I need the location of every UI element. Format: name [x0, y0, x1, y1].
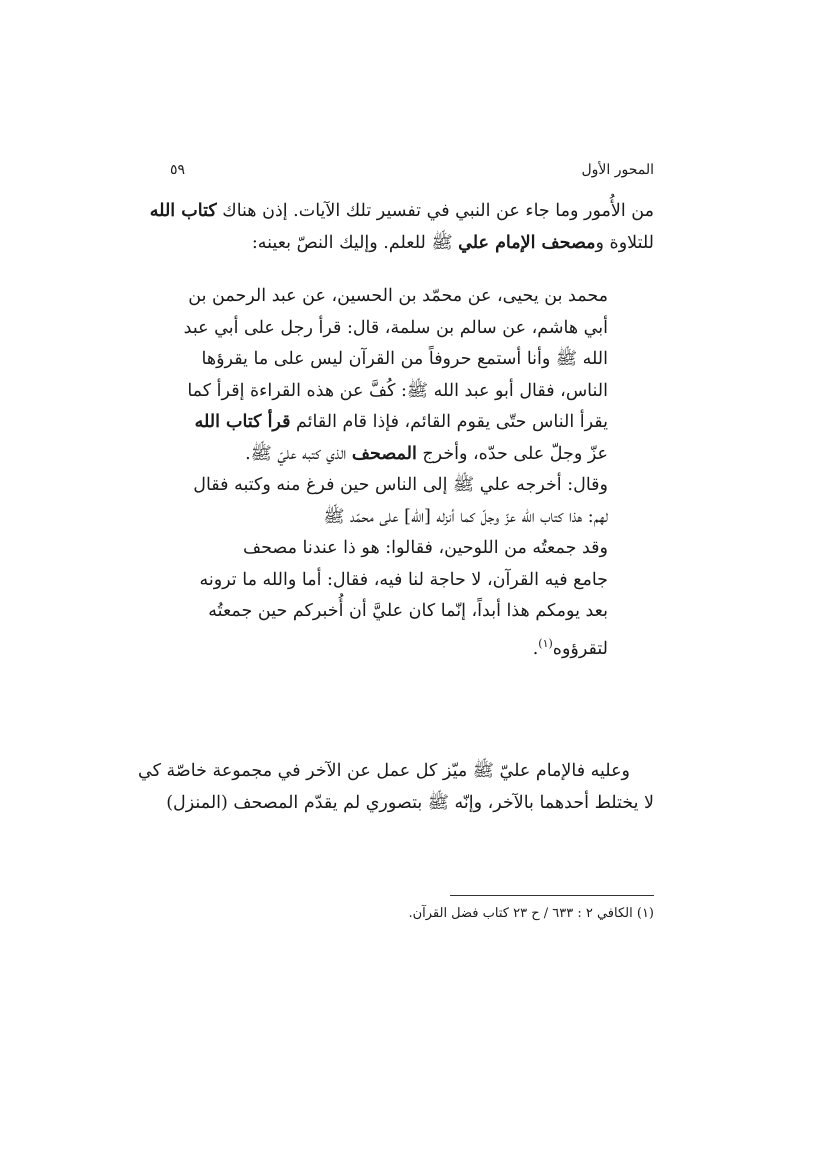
quote-line-12-end: . — [532, 638, 539, 659]
quote-line-12 — [168, 628, 608, 665]
footnote-text: (١) الكافي ٢ : ٦٣٣ / ح ٢٣ كتاب فضل القرآن. — [408, 906, 654, 921]
footnote-reference[interactable]: (١) — [538, 636, 553, 650]
closing-paragraph — [138, 756, 654, 819]
quote-line-5 — [168, 407, 608, 439]
quote-line-7: وقال: أخرجه علي ﷺ إلى الناس حين فرغ منه وكتبه فقال — [193, 475, 608, 495]
mushaf-ali-bold: مصحف الإمام علي — [458, 232, 596, 253]
intro-line-2-start: للتلاوة و — [595, 232, 654, 253]
intro-paragraph — [149, 196, 654, 259]
intro-line-2 — [168, 228, 654, 260]
running-header — [170, 162, 654, 178]
chapter-title: المحور الأول — [581, 162, 654, 178]
quote-line-6-start: عزّ وجلّ على حدّه، وأخرج — [422, 443, 608, 464]
after-line-1: وعليه فالإمام عليّ ﷺ ميّز كل عمل عن الآخر في مجموعة خاصّة كي — [138, 761, 630, 781]
quote-line-6 — [168, 439, 608, 471]
kitab-allah-bold: كتاب الله — [149, 201, 217, 221]
quote-line-10: جامع فيه القرآن، لا حاجة لنا فيه، فقال: أما والله ما ترونه — [199, 569, 608, 590]
qara-kitab-allah-bold: قرأ كتاب الله — [194, 412, 291, 432]
quote-line-4: الناس، فقال أبو عبد الله ﷺ: كُفَّ عن هذه القراءة إقرأ كما — [187, 380, 608, 401]
quoted-narration — [168, 281, 608, 665]
quote-line-9: وقد جمعتُه من اللوحين، فقالوا: هو ذا عندنا مصحف — [242, 538, 608, 558]
after-line-2: لا يختلط أحدهما بالآخر، وإنّه ﷺ بتصوري لم يقدّم المصحف (المنزل) — [166, 792, 654, 813]
intro-line-1 — [149, 196, 654, 228]
quote-line-12-text: لتقرؤوه — [552, 638, 608, 659]
al-mushaf-bold: المصحف — [351, 443, 417, 464]
footnote-divider — [450, 895, 654, 896]
quote-line-5-text: يقرأ الناس حتّى يقوم القائم، فإذا قام القائم — [296, 412, 608, 432]
intro-line-2-end: ﷺ للعلم. وإليك النصّ بعينه: — [251, 232, 453, 253]
quote-line-3: الله ﷺ وأنا أستمع حروفاً من القرآن ليس على ما يقرؤها — [201, 349, 608, 369]
quote-line-6-end: الذي كتبه عليّ ﷺ. — [245, 443, 347, 464]
intro-line-1-text: من الأُمور وما جاء عن النبي في تفسير تلك الآيات. إذن هناك — [222, 201, 654, 221]
quote-line-2: أبي هاشم، عن سالم بن سلمة، قال: قرأ رجل على أبي عبد — [183, 317, 608, 338]
quote-line-1: محمد بن يحيى، عن محمّد بن الحسين، عن عبد الرحمن بن — [188, 286, 608, 306]
quote-line-8: لهم: هذا كتاب الله عزّ وجلّ كما أنزله [الله] على محمّد ﷺ — [323, 506, 608, 527]
quote-line-11: بعد يومكم هذا أبداً، إنّما كان عليَّ أن أُخبركم حين جمعتُه — [208, 601, 608, 621]
page-number: ٥٩ — [170, 162, 186, 178]
